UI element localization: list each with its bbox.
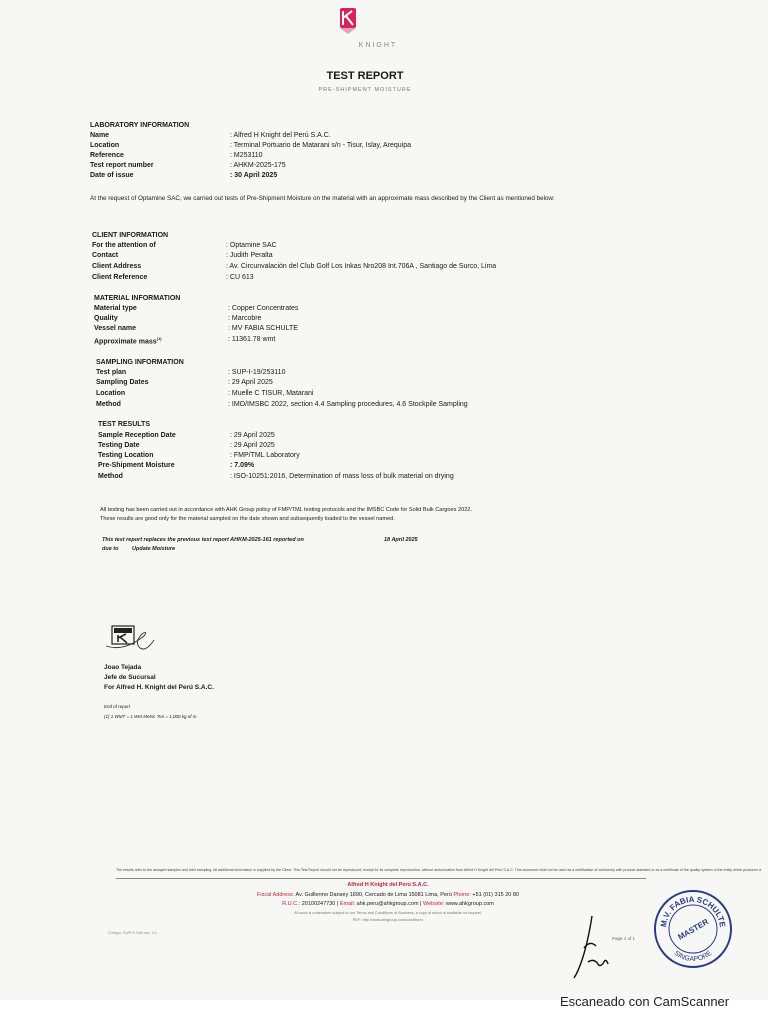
- footnote: (1) 1 WMT = 1 Wet Metric Ton = 1,000 kg of m: [104, 714, 197, 719]
- footer-disclaimer: The results refer to the assayed samples and their sampling. All additional information is supplied by the Client. This Test Report should not be reproduced, except for its complete reproduction, without authorisation from Alfred H Knight del Perú S.A.C. This document shall not be used as a certification of conformity with product standard or as a certificate of the quality system of the entity which produces it.: [116, 868, 762, 872]
- results-row: Testing Date : 29 April 2025: [98, 442, 275, 449]
- vessel-master-stamp-icon: [652, 888, 734, 970]
- replace-reason: Update Moisture: [132, 546, 176, 552]
- svg-text:M.V. FABIA SCHULTE: M.V. FABIA SCHULTE: [658, 894, 728, 928]
- replace-due-to: due to: [102, 546, 119, 552]
- material-row: Approximate mass$^{(1)}$ : 11361.78 wmt: [94, 336, 276, 346]
- footer-address-line: Fiscal Address: Av. Guillermo Dansey 1890, Cercado de Lima 15081 Lima, Perú Phone: +51 (01) 315 20 80: [257, 892, 519, 898]
- compliance-line: All testing has been carried out in accordance with AHK Group policy of FMP/TML testing protocols and the IMSBC Code for Solid Bulk Cargoes 2022.: [100, 507, 472, 513]
- results-row: Method : ISO-10251:2016, Determination of mass loss of bulk material on drying: [98, 473, 454, 480]
- document-code: Código: SUP-F-045 ver. 4.1: [108, 930, 158, 935]
- lab-row: Test report number : AHKM-2025-175: [90, 162, 286, 169]
- footer-divider: [116, 878, 646, 879]
- lab-row: Reference : M253110: [90, 152, 263, 159]
- report-subtitle: PRE-SHIPMENT MOISTURE: [318, 87, 412, 93]
- signer-company: For Alfred H. Knight del Perú S.A.C.: [104, 684, 214, 691]
- sampling-row: Location : Muelle C TISUR, Matarani: [96, 390, 314, 397]
- handwritten-signature-icon: [570, 912, 610, 982]
- intro-text: At the request of Optamine SAC, we carried out tests of Pre-Shipment Moisture on the material with an approximate mass described by the Client as mentioned below:: [90, 195, 555, 202]
- results-row: Pre-Shipment Moisture : 7.09%: [98, 462, 255, 469]
- results-row: Testing Location : FMP/TML Laboratory: [98, 452, 300, 459]
- lab-heading: LABORATORY INFORMATION: [90, 122, 190, 129]
- sampling-row: Method : IMO/IMSBC 2022, section 4.4 Sampling procedures, 4.6 Stockpile Sampling: [96, 401, 468, 408]
- svg-text:MASTER: MASTER: [676, 917, 711, 942]
- lab-row: Name : Alfred H Knight del Perú S.A.C.: [90, 132, 331, 139]
- footer-terms: All work is undertaken subject to our Terms and Conditions of Business, a copy of which is available on request.: [294, 911, 482, 915]
- signer-role: Jefe de Sucursal: [104, 674, 156, 681]
- page-number: Page 1 of 1: [612, 936, 636, 941]
- lab-row: Date of issue : 30 April 2025: [90, 172, 278, 179]
- results-row: Sample Reception Date : 29 April 2025: [98, 432, 275, 439]
- svg-text:SINGAPORE: SINGAPORE: [672, 949, 714, 964]
- material-row: Material type : Copper Concentrates: [94, 305, 299, 312]
- compliance-line: These results are good only for the material sampled on the date shown and subsequently loaded to the vessel named.: [100, 516, 395, 522]
- material-heading: MATERIAL INFORMATION: [94, 295, 181, 302]
- client-heading: CLIENT INFORMATION: [92, 232, 169, 239]
- footer-company: Alfred H Knight del Perú S.A.C.: [347, 882, 429, 888]
- footer-contact-line: R.U.C.: 20100247730 | Email: ahk.peru@ahkgroup.com | Website: www.ahkgroup.com: [282, 901, 494, 907]
- brand-name: KNIGHT: [358, 42, 398, 49]
- replace-note: This test report replaces the previous test report AHKM-2025-161 reported on: [102, 537, 304, 543]
- report-title: TEST REPORT: [326, 70, 404, 82]
- knight-logo-icon: [340, 8, 356, 34]
- sampling-row: Sampling Dates : 29 April 2025: [96, 379, 273, 386]
- signer-name: Joao Tejada: [104, 664, 142, 671]
- client-row: Client Address : Av. Circunvalación del Club Golf Los Inkas Nro208 Int.706A , Santiago de Surco, Lima: [92, 263, 497, 270]
- end-of-report: End of report: [104, 704, 131, 709]
- client-row: Contact : Judith Peralta: [92, 252, 273, 259]
- signature-stamp-icon: [104, 622, 156, 656]
- client-row: For the attention of : Optamine SAC: [92, 242, 277, 249]
- material-row: Quality : Marcobre: [94, 315, 262, 322]
- sampling-row: Test plan : SUP-I-19/253110: [96, 369, 286, 376]
- scanner-watermark: Escaneado con CamScanner: [560, 994, 730, 1009]
- sampling-heading: SAMPLING INFORMATION: [96, 359, 184, 366]
- results-heading: TEST RESULTS: [98, 421, 150, 428]
- material-row: Vessel name : MV FABIA SCHULTE: [94, 325, 298, 332]
- client-row: Client Reference : CU 613: [92, 274, 254, 281]
- replace-date: 18 April 2025: [384, 537, 418, 543]
- footer-terms-link: PDF: http://www.ahkgroup.com/conditions: [352, 918, 424, 922]
- lab-row: Location : Terminal Portuario de Matarani s/n - Tisur, Islay, Arequipa: [90, 142, 412, 149]
